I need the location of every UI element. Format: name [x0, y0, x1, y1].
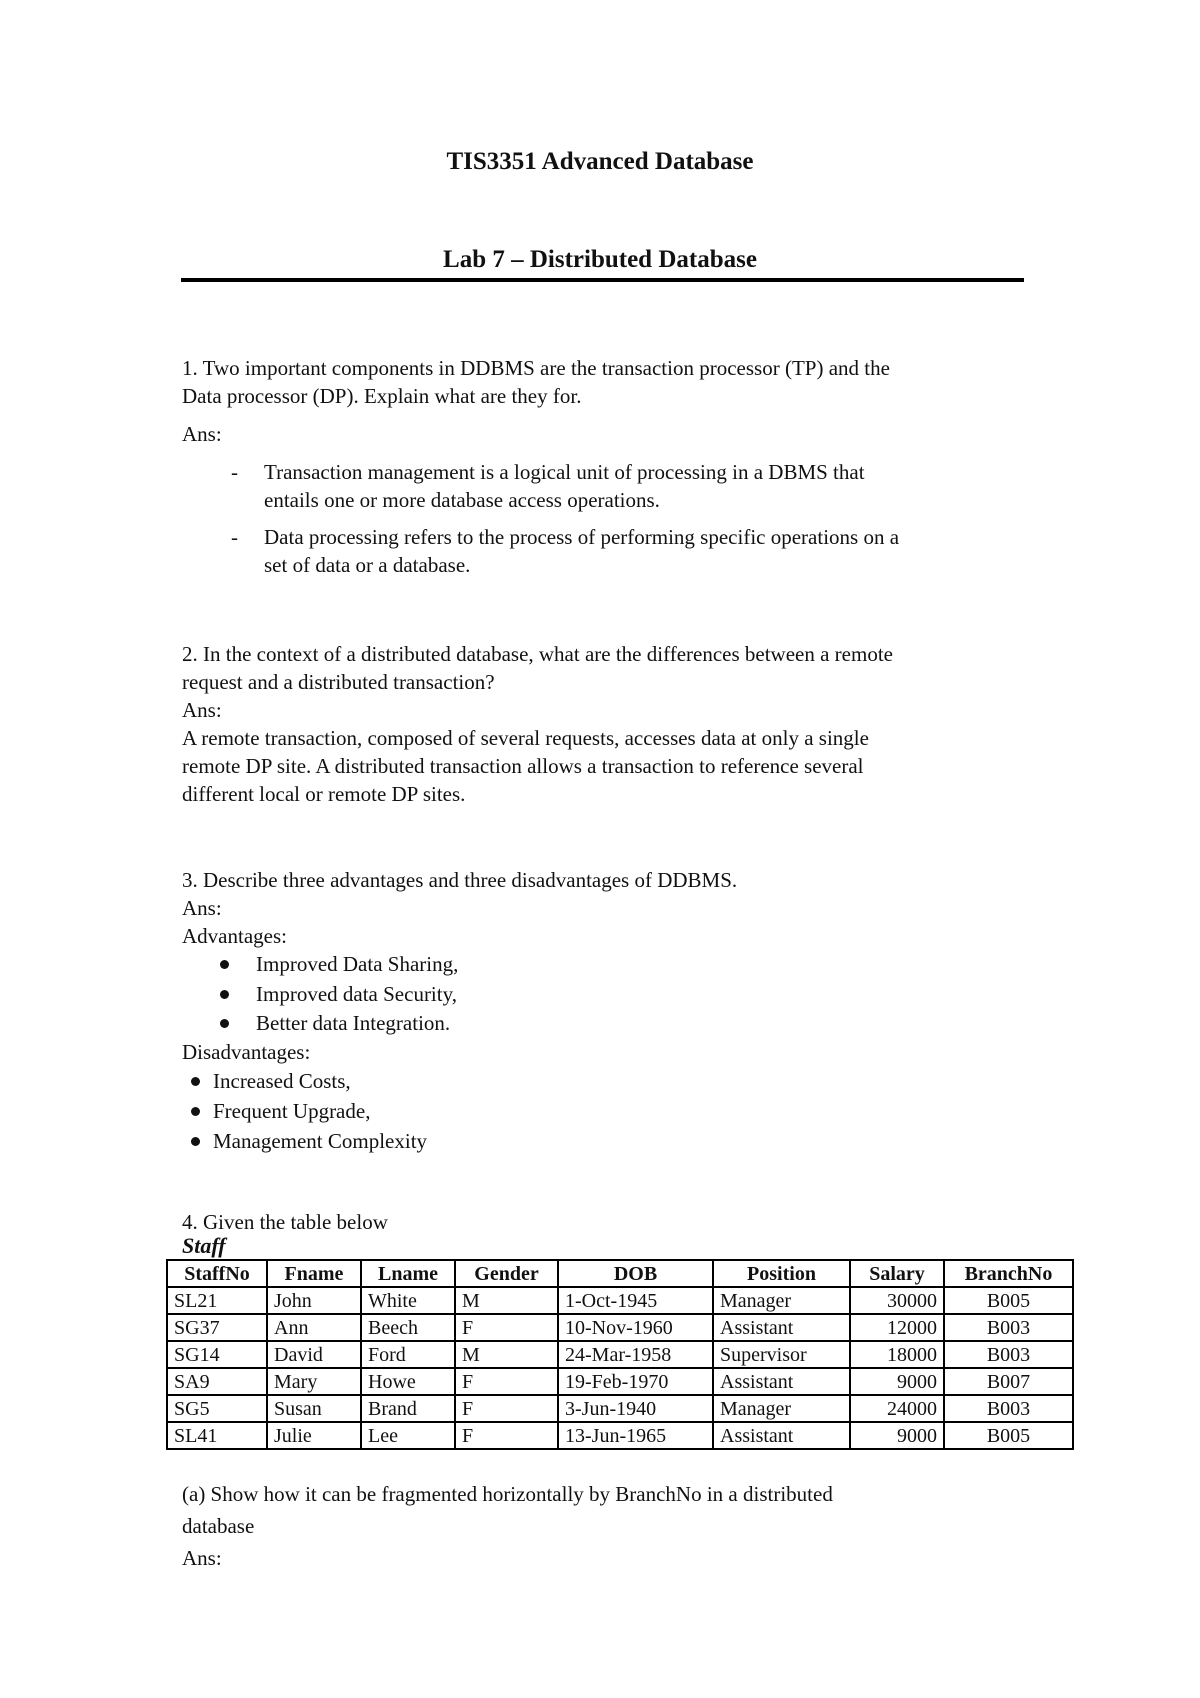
q4-part-a-line-1: (a) Show how it can be fragmented horizontally by BranchNo in a distributed — [182, 1482, 833, 1506]
bullet-dot-icon — [220, 1019, 229, 1028]
cell-lname: White — [361, 1287, 455, 1314]
cell-staffno: SA9 — [167, 1368, 267, 1395]
q1-item-2-line-1: Data processing refers to the process of performing specific operations on a — [264, 525, 900, 549]
cell-staffno: SG14 — [167, 1341, 267, 1368]
table-row — [167, 1395, 1073, 1422]
cell-dob: 3-Jun-1940 — [558, 1395, 713, 1422]
table-row — [167, 1314, 1073, 1341]
q1-ans-label: Ans: — [182, 422, 222, 446]
q3-disadvantages-label: Disadvantages: — [182, 1040, 311, 1064]
cell-position: Assistant — [713, 1422, 850, 1449]
q2-ans-label: Ans: — [182, 698, 222, 722]
q3-advantage-3: Better data Integration. — [256, 1011, 451, 1035]
cell-branchno: B007 — [944, 1368, 1073, 1395]
q3-advantage-1: Improved Data Sharing, — [256, 952, 459, 976]
document-title: TIS3351 Advanced Database — [446, 148, 754, 175]
table-row — [167, 1341, 1073, 1368]
q4-part-a-line-2: database — [182, 1514, 255, 1538]
cell-fname: Julie — [267, 1422, 361, 1449]
bullet-dot-icon — [191, 1077, 200, 1086]
q1-question-line-1: 1. Two important components in DDBMS are the transaction processor (TP) and the — [182, 356, 890, 380]
q3-question: 3. Describe three advantages and three disadvantages of DDBMS. — [182, 868, 738, 892]
q4-question: 4. Given the table below — [182, 1210, 388, 1234]
cell-lname: Brand — [361, 1395, 455, 1422]
q3-disadvantage-2: Frequent Upgrade, — [213, 1099, 371, 1123]
cell-position: Assistant — [713, 1314, 850, 1341]
q1-item-2-line-2: set of data or a database. — [264, 553, 471, 577]
cell-branchno: B003 — [944, 1395, 1073, 1422]
cell-salary: 9000 — [850, 1368, 944, 1395]
cell-position: Manager — [713, 1395, 850, 1422]
column-header-salary: Salary — [850, 1260, 944, 1287]
cell-lname: Ford — [361, 1341, 455, 1368]
q2-question-line-1: 2. In the context of a distributed database, what are the differences between a remote — [182, 642, 893, 666]
cell-gender: M — [455, 1341, 558, 1368]
cell-lname: Lee — [361, 1422, 455, 1449]
q3-advantages-label: Advantages: — [182, 924, 287, 948]
bullet-dot-icon — [220, 960, 229, 969]
cell-fname: David — [267, 1341, 361, 1368]
q1-item-1-line-1: Transaction management is a logical unit of processing in a DBMS that — [264, 460, 865, 484]
q1-item-1-line-2: entails one or more database access operations. — [264, 488, 660, 512]
cell-position: Supervisor — [713, 1341, 850, 1368]
q3-advantage-2: Improved data Security, — [256, 982, 457, 1006]
table-header-row — [167, 1260, 1073, 1287]
cell-salary: 30000 — [850, 1287, 944, 1314]
cell-salary: 12000 — [850, 1314, 944, 1341]
cell-fname: Susan — [267, 1395, 361, 1422]
q2-answer-line-1: A remote transaction, composed of several requests, accesses data at only a single — [182, 726, 869, 750]
q1-question-line-2: Data processor (DP). Explain what are they for. — [182, 384, 582, 408]
cell-staffno: SL41 — [167, 1422, 267, 1449]
q1-item-2-marker: - — [231, 525, 238, 549]
table-row — [167, 1287, 1073, 1314]
column-header-dob: DOB — [558, 1260, 713, 1287]
q3-ans-label: Ans: — [182, 896, 222, 920]
cell-lname: Beech — [361, 1314, 455, 1341]
cell-position: Manager — [713, 1287, 850, 1314]
cell-fname: Ann — [267, 1314, 361, 1341]
bullet-dot-icon — [191, 1137, 200, 1146]
cell-salary: 18000 — [850, 1341, 944, 1368]
column-header-branchno: BranchNo — [944, 1260, 1073, 1287]
cell-branchno: B003 — [944, 1314, 1073, 1341]
table-row — [167, 1422, 1073, 1449]
cell-staffno: SL21 — [167, 1287, 267, 1314]
cell-gender: F — [455, 1368, 558, 1395]
cell-staffno: SG5 — [167, 1395, 267, 1422]
column-header-fname: Fname — [267, 1260, 361, 1287]
cell-branchno: B005 — [944, 1422, 1073, 1449]
cell-dob: 24-Mar-1958 — [558, 1341, 713, 1368]
cell-branchno: B003 — [944, 1341, 1073, 1368]
column-header-lname: Lname — [361, 1260, 455, 1287]
staff-table-title: Staff — [182, 1233, 226, 1258]
column-header-staffno: StaffNo — [167, 1260, 267, 1287]
bullet-dot-icon — [191, 1107, 200, 1116]
q4-ans-label: Ans: — [182, 1546, 222, 1570]
bullet-dot-icon — [220, 990, 229, 999]
cell-gender: F — [455, 1395, 558, 1422]
q3-disadvantage-1: Increased Costs, — [213, 1069, 351, 1093]
cell-fname: Mary — [267, 1368, 361, 1395]
q1-item-1-marker: - — [231, 460, 238, 484]
q3-disadvantage-3: Management Complexity — [213, 1129, 428, 1153]
q2-question-line-2: request and a distributed transaction? — [182, 670, 495, 694]
cell-fname: John — [267, 1287, 361, 1314]
column-header-gender: Gender — [455, 1260, 558, 1287]
cell-gender: M — [455, 1287, 558, 1314]
q2-answer-line-3: different local or remote DP sites. — [182, 782, 466, 806]
cell-position: Assistant — [713, 1368, 850, 1395]
document-subtitle: Lab 7 – Distributed Database — [443, 246, 757, 273]
cell-gender: F — [455, 1422, 558, 1449]
cell-dob: 13-Jun-1965 — [558, 1422, 713, 1449]
title-underline — [181, 278, 1024, 282]
table-row — [167, 1368, 1073, 1395]
cell-dob: 1-Oct-1945 — [558, 1287, 713, 1314]
cell-staffno: SG37 — [167, 1314, 267, 1341]
cell-branchno: B005 — [944, 1287, 1073, 1314]
cell-dob: 19-Feb-1970 — [558, 1368, 713, 1395]
q2-answer-line-2: remote DP site. A distributed transaction allows a transaction to reference several — [182, 754, 864, 778]
staff-table — [166, 1259, 1074, 1450]
cell-lname: Howe — [361, 1368, 455, 1395]
cell-gender: F — [455, 1314, 558, 1341]
column-header-position: Position — [713, 1260, 850, 1287]
cell-salary: 24000 — [850, 1395, 944, 1422]
cell-salary: 9000 — [850, 1422, 944, 1449]
cell-dob: 10-Nov-1960 — [558, 1314, 713, 1341]
